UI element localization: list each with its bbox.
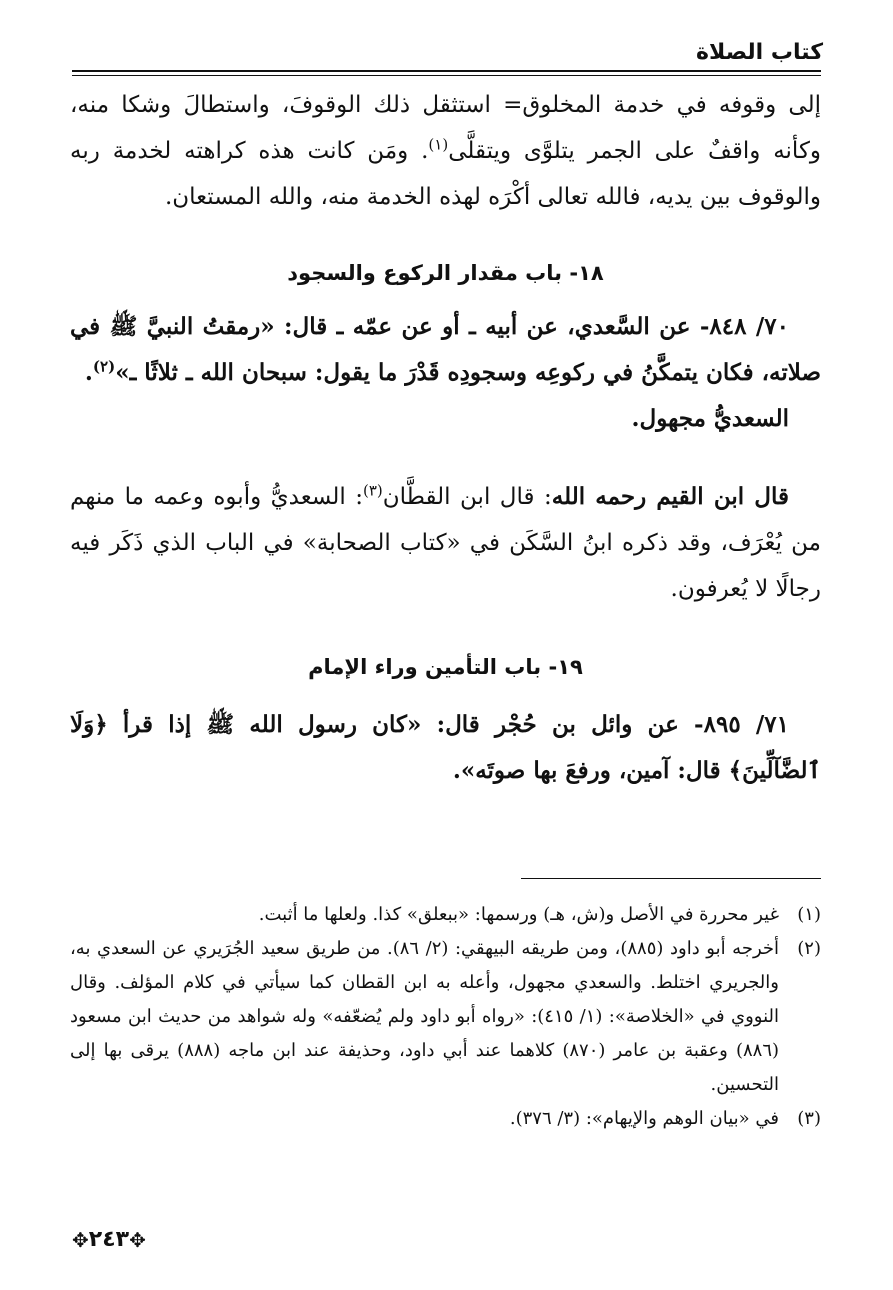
footnote-2: [70, 932, 821, 1102]
ornament-icon: ✥: [129, 1228, 146, 1252]
header-rule-thin: [72, 75, 821, 76]
footnote-text: أخرجه أبو داود (٨٨٥)، ومن طريقه البيهقي: (٢/ ٨٦). من طريق سعيد الجُرَيري عن السعدي به، والجريري اختلط. والسعدي مجهول، وأعله به ابن القطان كما سيأتي في كلام المؤلف. وقال النووي في «الخلاصة»: (١/ ٤١٥): «رواه أبو داود ولم يُضعّفه» وله شواهد من حديث ابن مسعود (٨٨٦) وعقبة بن عامر (٨٧٠) كلاهما عند أبي داود، وحذيفة عند ابن ماجه (٨٨٨) يرقى بها إلى التحسين.: [70, 938, 780, 1095]
ornament-icon: ✥: [72, 1228, 89, 1252]
footnote-number: (١): [797, 904, 821, 925]
intro-paragraph: [70, 82, 821, 220]
hadith-70-end: .: [84, 359, 93, 386]
footnote-3: [70, 1102, 821, 1136]
footnote-ref-2: (٢): [92, 357, 116, 376]
footnote-ref-1: (١): [428, 135, 449, 154]
footnote-text: غير محررة في الأصل و(ش، هـ) ورسمها: «ببعلق» كذا. ولعلها ما أثبت.: [258, 904, 779, 925]
ibn-qayyim-label: قال ابن القيم رحمه الله: [551, 483, 790, 510]
ibn-qayyim-text-b: : السعديُّ وأبوه وعمه ما منهم من يُعْرَف، وقد ذكره ابنُ السَّكَن في «كتاب الصحابة» في الباب الذي ذَكَر فيه رجالًا لا يُعرفون.: [70, 484, 821, 602]
ibn-qayyim-paragraph: [70, 474, 821, 612]
footnote-separator: [521, 878, 821, 879]
chapter-19-heading: ١٩- باب التأمين وراء الإمام: [308, 655, 583, 679]
footnotes: [70, 898, 821, 1136]
running-head-title: كتاب الصلاة: [696, 40, 823, 65]
hadith-70: [70, 304, 821, 396]
footnote-text: في «بيان الوهم والإيهام»: (٣/ ٣٧٦).: [509, 1108, 779, 1129]
footnote-1: [70, 898, 821, 932]
footnote-number: (٣): [797, 1108, 821, 1129]
sadi-note: السعديُّ مجهول.: [631, 405, 789, 432]
page-number-value: ٢٤٣: [88, 1227, 130, 1252]
footnote-ref-3: (٣): [362, 481, 383, 500]
ibn-qayyim-text-a: : قال ابن القطَّان: [382, 484, 552, 510]
intro-text-a: إلى وقوفه في خدمة المخلوق= استثقل ذلك الوقوفَ، واستطالَ وشكا منه، وكأنه واقفٌ على الجمر يتلوَّى ويتقلَّى: [70, 92, 821, 164]
header-rule-thick: [72, 70, 821, 72]
footnote-number: (٢): [797, 938, 821, 959]
hadith-70-text: ٧٠/ ٨٤٨- عن السَّعدي، عن أبيه ـ أو عن عمّه ـ قال: «رمقتُ النبيَّ ﷺ في صلاته، فكان يتمكَّنُ في ركوعِه وسجودِه قَدْرَ ما يقول: سبحان الله ـ ثلاثًا ـ»: [70, 313, 821, 386]
intro-text-b: . ومَن كانت هذه كراهته لخدمة ربه والوقوف بين يديه، فالله تعالى أكْرَه لهذه الخدمة منه، والله المستعان.: [70, 138, 821, 210]
chapter-18-heading: ١٨- باب مقدار الركوع والسجود: [287, 261, 604, 285]
hadith-71: ٧١/ ٨٩٥- عن وائل بن حُجْر قال: «كان رسول الله ﷺ إذا قرأ ﴿وَلَا ٱلضَّآلِّينَ﴾ قال: آمين، ورفعَ بها صوتَه».: [70, 711, 821, 784]
page-number: [72, 1225, 146, 1255]
